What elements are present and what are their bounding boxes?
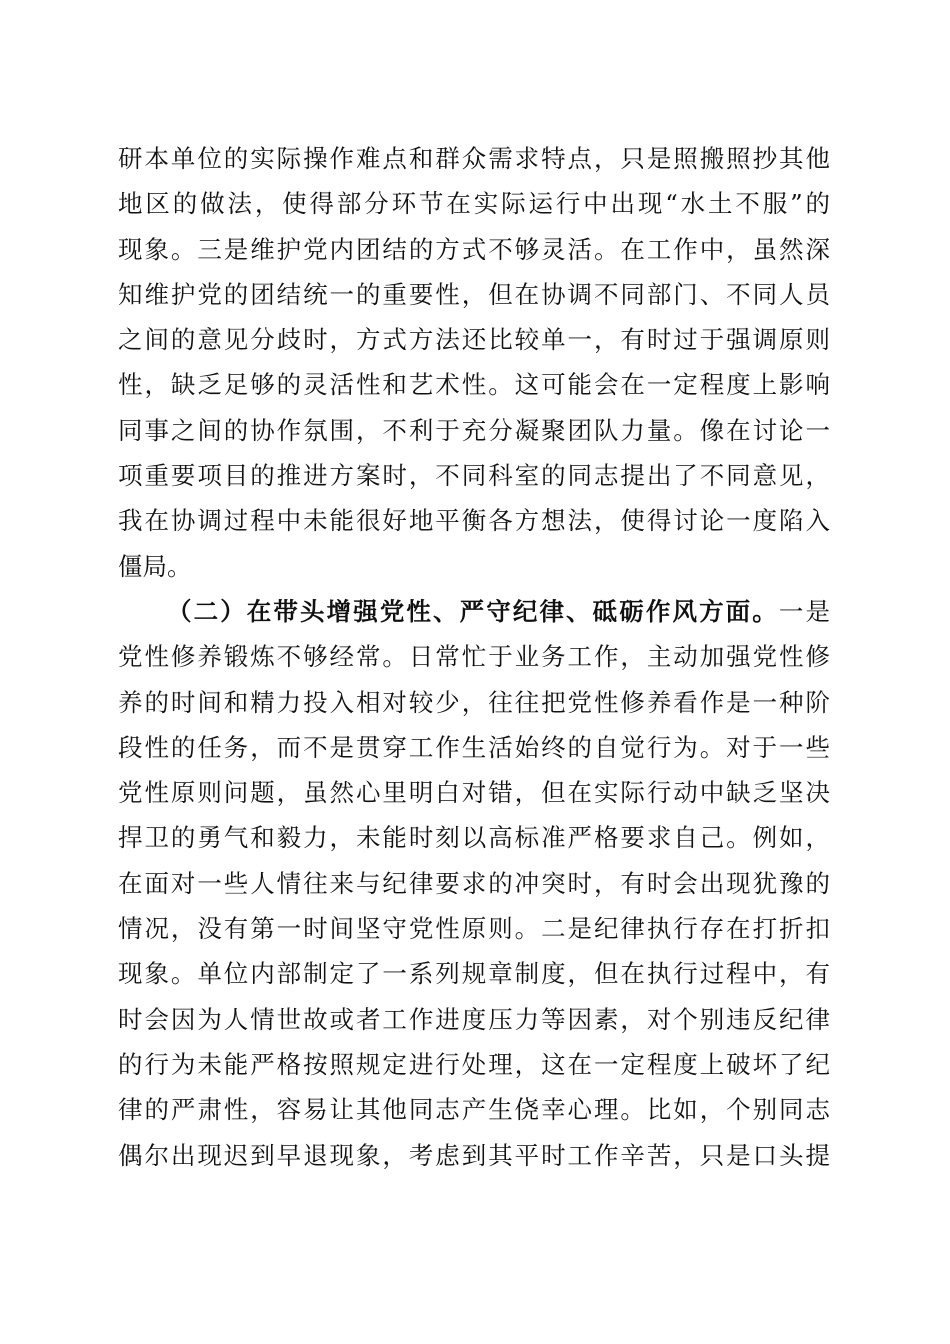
- text-line: 律的严肃性，容易让其他同志产生侥幸心理。比如，个别同志: [118, 1095, 830, 1125]
- text-line: 养的时间和精力投入相对较少，往往把党性修养看作是一种阶: [118, 687, 830, 717]
- body-text: [118, 136, 830, 1178]
- text-line: 党性修养锻炼不够经常。日常忙于业务工作，主动加强党性修: [118, 642, 830, 672]
- text-line: 知维护党的团结统一的重要性，但在协调不同部门、不同人员: [118, 279, 830, 309]
- text-line: 偶尔出现迟到早退现象，考虑到其平时工作辛苦，只是口头提: [118, 1140, 830, 1170]
- text-line: 党性原则问题，虽然心里明白对错，但在实际行动中缺乏坚决: [118, 778, 830, 808]
- text-line: 之间的意见分歧时，方式方法还比较单一，有时过于强调原则: [118, 325, 830, 355]
- section-heading: （二）在带头增强党性、严守纪律、砥砺作风方面。: [167, 596, 779, 626]
- text-line: 项重要项目的推进方案时，不同科室的同志提出了不同意见，: [118, 461, 830, 491]
- text-line: 现象。单位内部制定了一系列规章制度，但在执行过程中，有: [118, 959, 830, 989]
- text-line: 我在协调过程中未能很好地平衡各方想法，使得讨论一度陷入: [118, 506, 830, 536]
- text-line: 捍卫的勇气和毅力，未能时刻以高标准严格要求自己。例如，: [118, 823, 830, 853]
- text-line: 地区的做法，使得部分环节在实际运行中出现“水土不服”的: [118, 189, 830, 219]
- text-line: 同事之间的协作氛围，不利于充分凝聚团队力量。像在讨论一: [118, 415, 830, 445]
- section-heading-line: [118, 589, 830, 634]
- text-line: 时会因为人情世故或者工作进度压力等因素，对个别违反纪律: [118, 1004, 830, 1034]
- text-line: 段性的任务，而不是贯穿工作生活始终的自觉行为。对于一些: [118, 732, 830, 762]
- text-line: 研本单位的实际操作难点和群众需求特点，只是照搬照抄其他: [118, 144, 830, 173]
- text-line: 在面对一些人情往来与纪律要求的冲突时，有时会出现犹豫的: [118, 868, 830, 898]
- text-line: 性，缺乏足够的灵活性和艺术性。这可能会在一定程度上影响: [118, 370, 830, 400]
- section-first-line-rest: 一是: [778, 596, 830, 626]
- text-line: 的行为未能严格按照规定进行处理，这在一定程度上破坏了纪: [118, 1049, 830, 1079]
- text-line: 现象。三是维护党内团结的方式不够灵活。在工作中，虽然深: [118, 234, 830, 264]
- text-line: 情况，没有第一时间坚守党性原则。二是纪律执行存在打折扣: [118, 914, 830, 944]
- text-line: 僵局。: [118, 551, 192, 581]
